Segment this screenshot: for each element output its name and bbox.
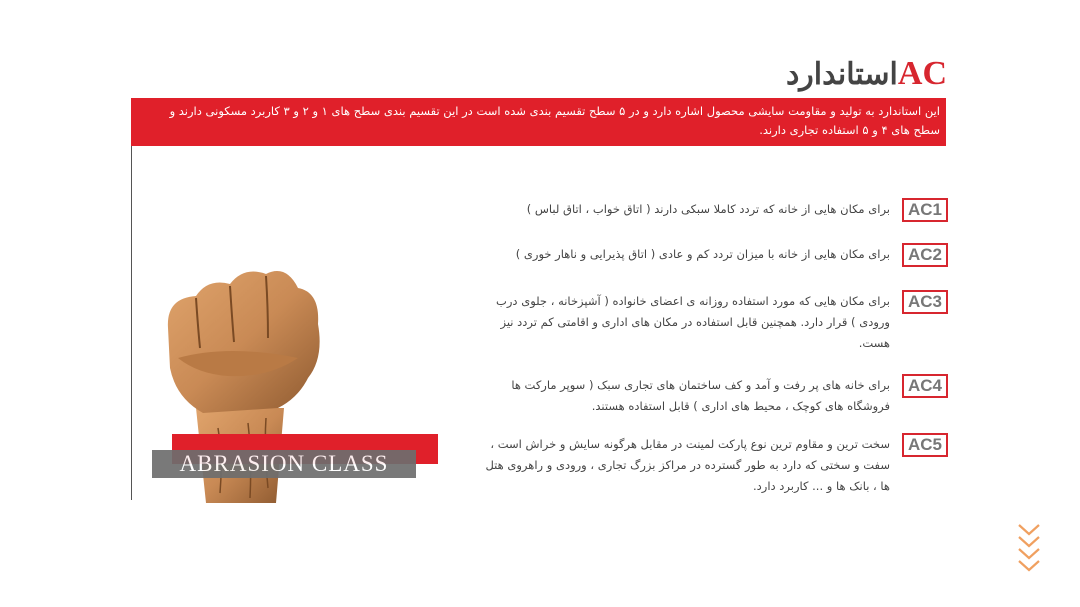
ac-code-badge: AC4 [902,374,948,398]
abrasion-class-label: ABRASION CLASS [152,450,416,478]
intro-text: این استاندارد به تولید و مقاومت سایشی محصول اشاره دارد و در ۵ سطح تقسیم بندی شده است در این تقسیم بندی سطح های ۱ و ۲ و ۳ کاربرد مسکونی دارند و سطح های ۴ و ۵ استفاده تجاری دارند. [169,104,940,137]
ac-description: برای مکان هایی از خانه که تردد کاملا سبکی دارند ( اتاق خواب ، اتاق لباس ) [526,202,890,216]
ac-code-badge: AC2 [902,243,948,267]
ac-description: سخت ترین و مقاوم ترین نوع پارکت لمینت در مقابل هرگونه سایش و خراش است ، سفت و سختی که دارد به طور گسترده در مراکز بزرگ تجاری ، ورودی و راهروی هتل ها ، بانک ها و ... کاربرد دارد. [485,437,890,493]
ac-code-badge: AC3 [902,290,948,314]
ac-description: برای مکان هایی که مورد استفاده روزانه ی اعضای خانواده ( آشپزخانه ، جلوی درب ورودی ) قرار دارد. همچنین قابل استفاده در مکان های اداری و اقامتی کم تردد نیز هست. [496,294,890,350]
ac-class-list [470,0,950,607]
chevron-down-icon [1016,522,1042,578]
title-word: استاندارد [785,57,898,92]
ac-code-badge: AC5 [902,433,948,457]
ac-description: برای مکان هایی از خانه با میزان تردد کم و عادی ( اتاق پذیرایی و ناهار خوری ) [515,247,890,261]
title-letters: AC [897,55,947,92]
ac-code-badge: AC1 [902,198,948,222]
ac-description: برای خانه های پر رفت و آمد و کف ساختمان های تجاری سبک ( سوپر مارکت ها فروشگاه های کوچک ، محیط های اداری ) قابل استفاده هستند. [511,378,890,413]
vertical-divider [131,146,132,500]
